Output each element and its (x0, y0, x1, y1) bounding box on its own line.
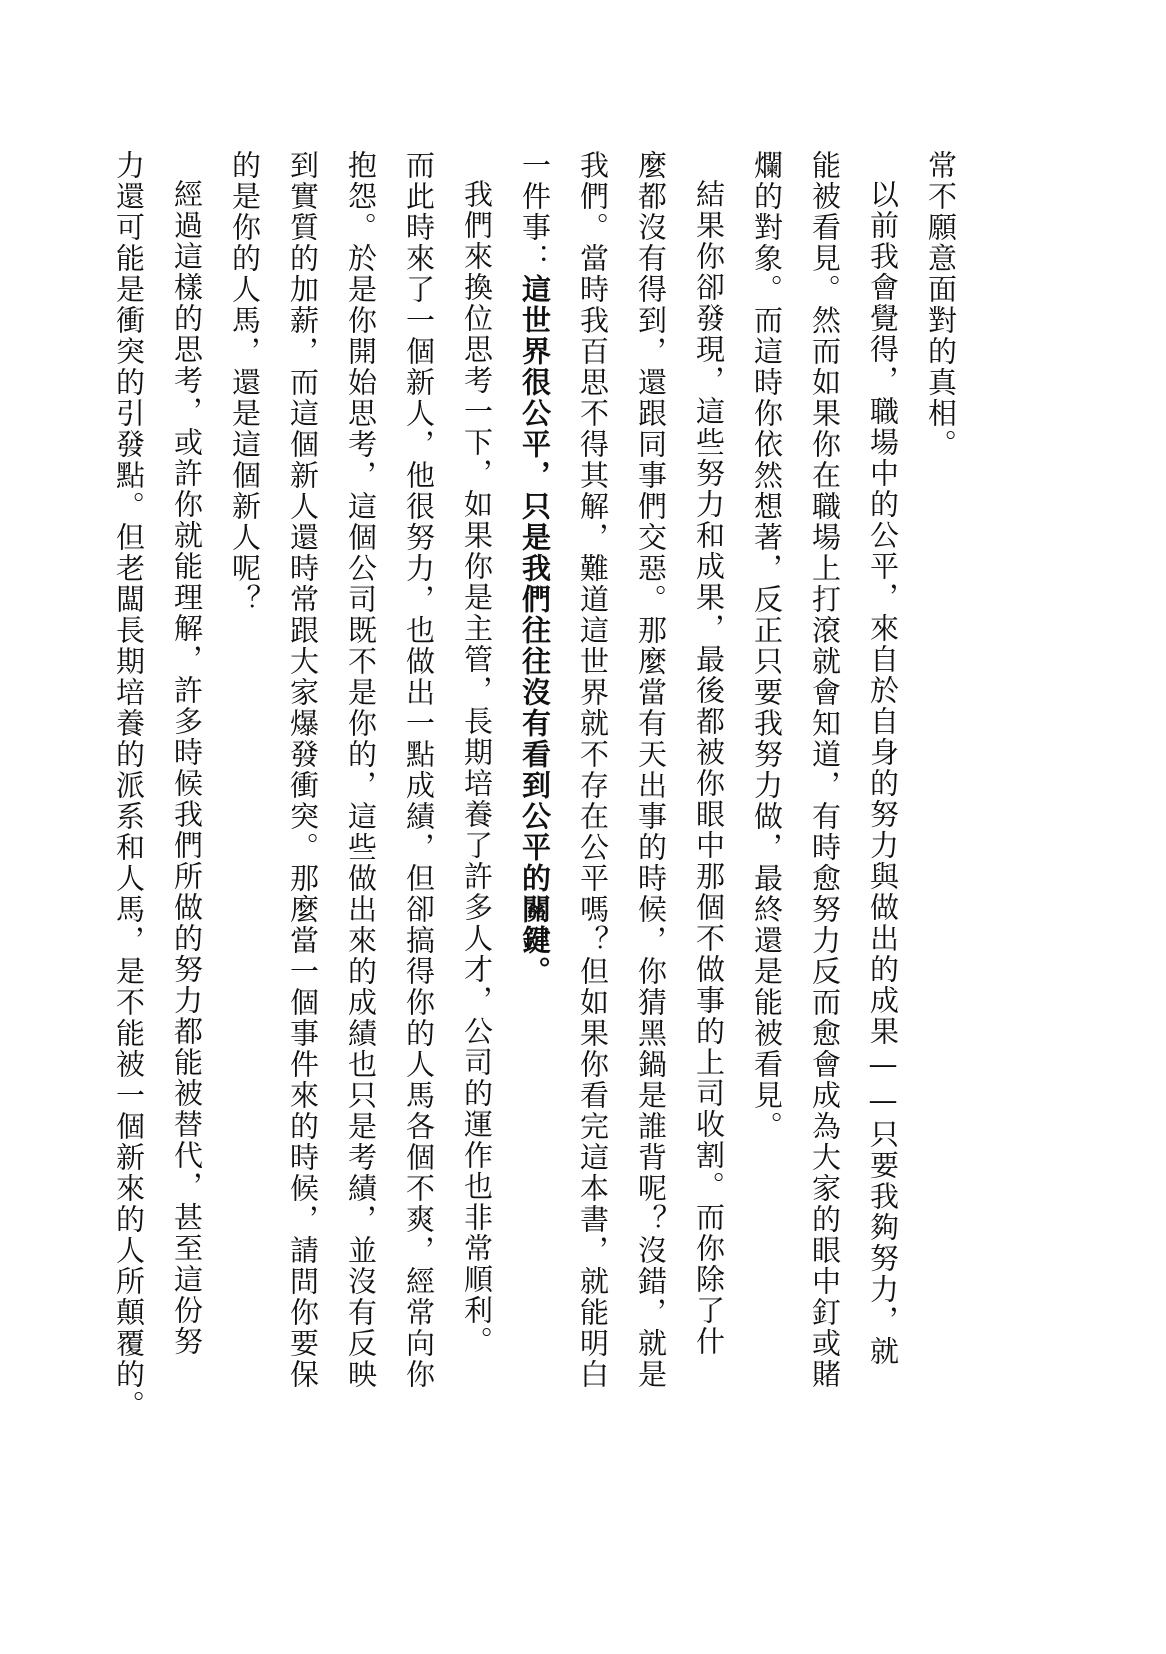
text-line: 麼都沒有得到，還跟同事們交惡。那麼當有天出事的時候，你猜黑鍋是誰背呢？沒錯，就是 (634, 150, 668, 1390)
text-line: 到實質的加薪，而這個新人還時常跟大家爆發衝突。那麼當一個事件來的時候，請問你要保 (286, 150, 320, 1390)
text-line: 抱怨。於是你開始思考，這個公司既不是你的，這些做出來的成績也只是考績，並沒有反映 (344, 150, 378, 1390)
text-line: 能被看見。然而如果你在職場上打滾就會知道，有時愈努力反而愈會成為大家的眼中釘或賭 (808, 150, 842, 1390)
text-line: 以前我會覺得，職場中的公平，來自於自身的努力與做出的成果——只要我夠努力，就 (866, 179, 900, 1367)
text-line: 的是你的人馬，還是這個新人呢？ (228, 150, 262, 615)
emphasized-statement: 這世界很公平，只是我們往往沒有看到公平的關鍵。 (518, 274, 552, 987)
body-text (100, 150, 970, 1460)
text-line: 我們。當時我百思不得其解，難道這世界就不存在公平嗎？但如果你看完這本書，就能明白 (576, 150, 610, 1390)
text-line: 力還可能是衝突的引發點。但老闆長期培養的派系和人馬，是不能被一個新來的人所顛覆的。 (112, 150, 146, 1421)
line-lead: 一件事： (518, 150, 552, 274)
text-line: 爛的對象。而這時你依然想著，反正只要我努力做，最終還是能被看見。 (750, 150, 784, 1142)
text-line: 而此時來了一個新人，他很努力，也做出一點成績，但卻搞得你的人馬各個不爽，經常向你 (402, 150, 436, 1390)
text-line: 我們來換位思考一下，如果你是主管，長期培養了許多人才，公司的運作也非常順利。 (460, 179, 494, 1357)
text-line: 經過這樣的思考，或許你就能理解，許多時候我們所做的努力都能被替代，甚至這份努 (170, 179, 204, 1357)
text-line: 常不願意面對的真相。 (924, 150, 958, 460)
text-line: 結果你卻發現，這些努力和成果，最後都被你眼中那個不做事的上司收割。而你除了什 (692, 179, 726, 1357)
text-line (506, 150, 564, 1460)
